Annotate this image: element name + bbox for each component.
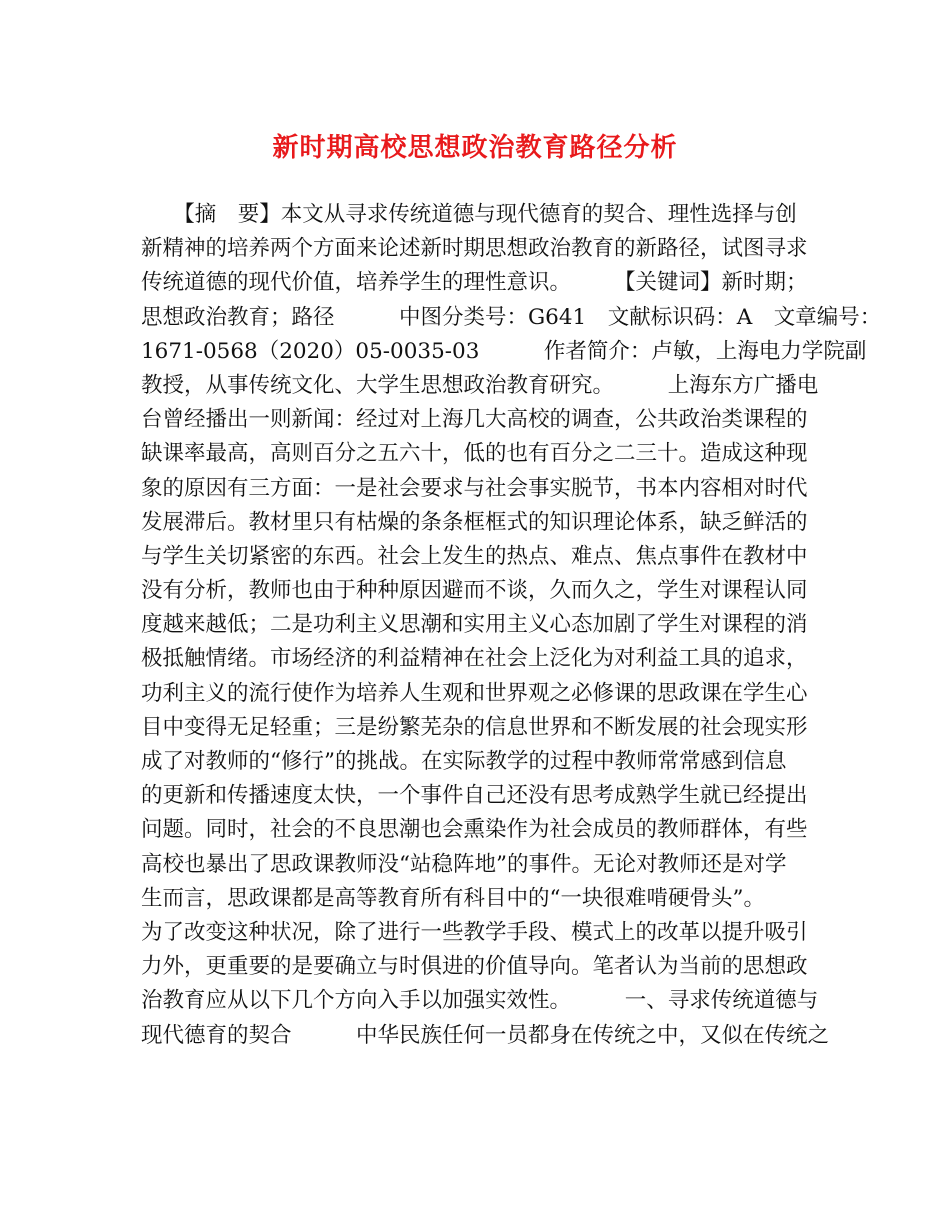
document-body xyxy=(141,198,882,1053)
body-line: 生而言，思政课都是高等教育所有科目中的“一块很难啃硬骨头”。 xyxy=(141,885,765,911)
body-line: 传统道德的现代价值，培养学生的理性意识。 【关键词】新时期； xyxy=(141,270,808,296)
body-line: 高校也暴出了思政课教师没“站稳阵地”的事件。无论对教师还是对学 xyxy=(141,851,787,877)
body-line: 与学生关切紧密的东西。社会上发生的热点、难点、焦点事件在教材中 xyxy=(141,543,808,569)
body-line: 目中变得无足轻重；三是纷繁芜杂的信息世界和不断发展的社会现实形 xyxy=(141,714,808,740)
body-line: 1671-0568（2020）05-0035-03 作者简介：卢敏，上海电力学院副 xyxy=(141,338,867,364)
body-line: 治教育应从以下几个方向入手以加强实效性。 一、寻求传统道德与 xyxy=(141,988,819,1014)
body-line: 成了对教师的“修行”的挑战。在实际教学的过程中教师常常感到信息 xyxy=(141,749,787,774)
body-line: 发展滞后。教材里只有枯燥的条条框框式的知识理论体系，缺乏鲜活的 xyxy=(141,509,808,535)
body-line: 问题。同时，社会的不良思潮也会熏染作为社会成员的教师群体，有些 xyxy=(141,817,808,843)
body-line: 为了改变这种状况，除了进行一些教学手段、模式上的改革以提升吸引 xyxy=(141,919,808,945)
body-line: 没有分析，教师也由于种种原因避而不谈，久而久之，学生对课程认同 xyxy=(141,578,808,604)
body-line: 现代德育的契合 中华民族任何一员都身在传统之中，又似在传统之 xyxy=(141,1022,830,1048)
body-line: 功利主义的流行使作为培养人生观和世界观之必修课的思政课在学生心 xyxy=(141,680,808,706)
body-line: 思想政治教育；路径 中图分类号：G641 文献标识码：A 文章编号： xyxy=(141,304,882,330)
body-line: 新精神的培养两个方面来论述新时期思想政治教育的新路径，试图寻求 xyxy=(141,236,808,262)
body-line: 象的原因有三方面：一是社会要求与社会事实脱节，书本内容相对时代 xyxy=(141,475,808,501)
body-line: 度越来越低；二是功利主义思潮和实用主义心态加剧了学生对课程的消 xyxy=(141,612,808,638)
body-line: 教授，从事传统文化、大学生思想政治教育研究。 上海东方广播电 xyxy=(141,372,819,398)
body-line: 台曾经播出一则新闻：经过对上海几大高校的调查，公共政治类课程的 xyxy=(141,407,808,433)
body-line: 【摘 要】本文从寻求传统道德与现代德育的契合、理性选择与创 xyxy=(141,202,797,227)
body-line: 极抵触情绪。市场经济的利益精神在社会上泛化为对利益工具的追求， xyxy=(141,646,808,672)
document-title: 新时期高校思想政治教育路径分析 xyxy=(272,133,678,163)
body-line: 的更新和传播速度太快，一个事件自己还没有思考成熟学生就已经提出 xyxy=(141,783,808,809)
body-line: 力外，更重要的是要确立与时俱进的价值导向。笔者认为当前的思想政 xyxy=(141,954,808,980)
body-line: 缺课率最高，高则百分之五六十，低的也有百分之二三十。造成这种现 xyxy=(141,441,808,467)
